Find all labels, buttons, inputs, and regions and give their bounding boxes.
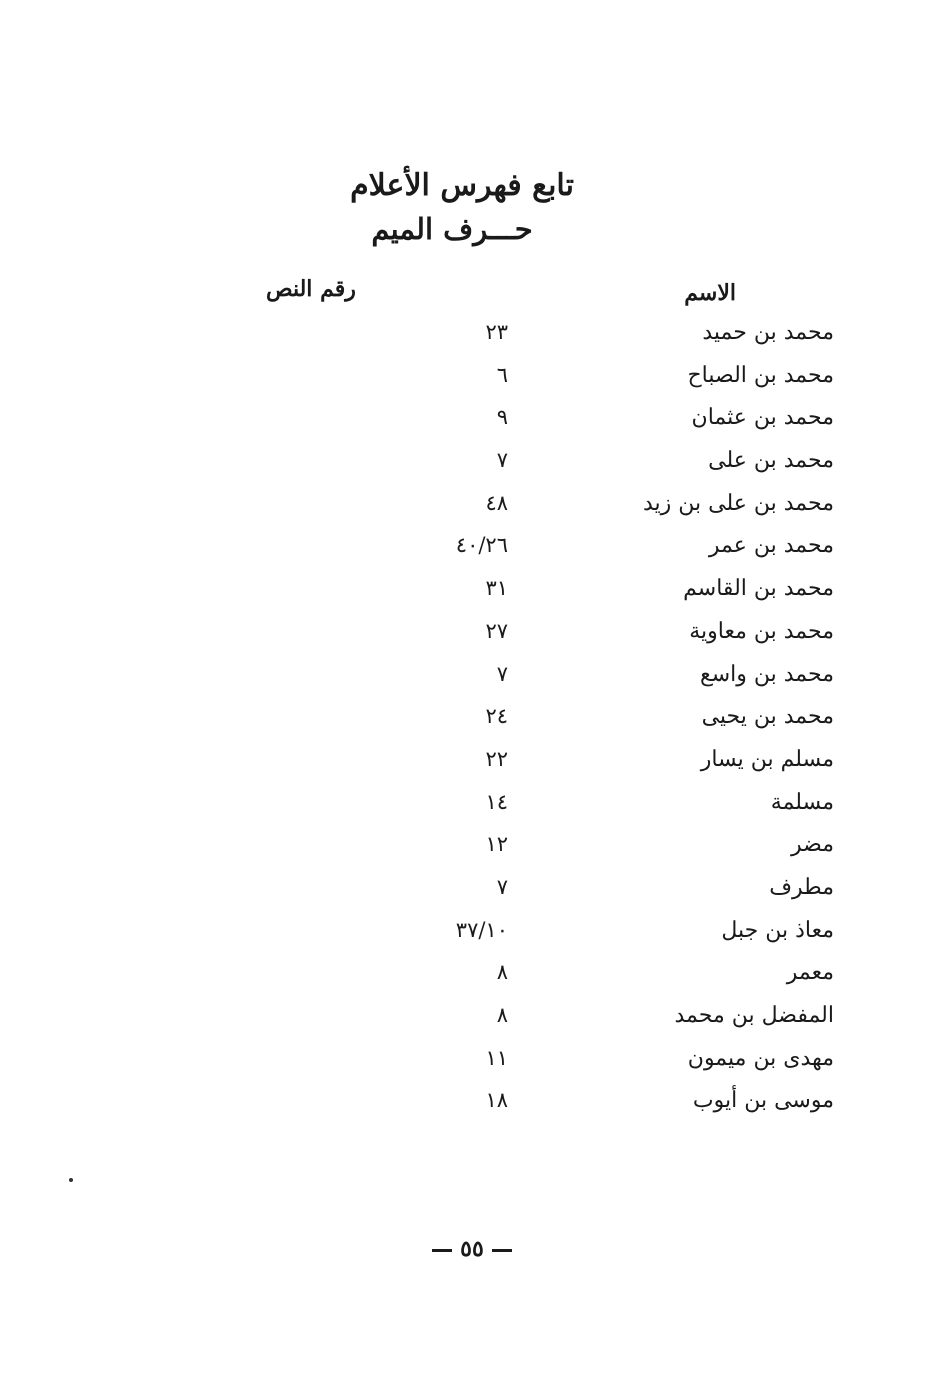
left-dash	[432, 1249, 452, 1252]
index-entry	[0, 363, 944, 406]
entry-name: مسلم بن يسار	[700, 746, 834, 772]
entry-name: محمد بن يحيى	[701, 704, 834, 730]
entry-ref: ٤٠/٢٦	[455, 533, 508, 558]
entry-ref: ٨	[496, 960, 508, 985]
index-entry	[0, 405, 944, 448]
entry-name: المفضل بن محمد	[674, 1003, 834, 1028]
index-entry	[0, 790, 944, 833]
entry-ref: ٢٢	[485, 746, 508, 771]
index-entry	[0, 875, 944, 918]
entry-name: محمد بن واسع	[700, 661, 834, 687]
name-column-header: الاسم	[684, 280, 736, 306]
index-entry	[0, 1003, 944, 1046]
entry-ref: ١٤	[485, 789, 508, 814]
index-entry	[0, 704, 944, 747]
entry-ref: ٩	[496, 405, 508, 430]
entry-name: مهدى بن ميمون	[687, 1045, 834, 1071]
page-number-text: ٥٥	[460, 1236, 484, 1262]
index-entry	[0, 832, 944, 875]
index-entry	[0, 960, 944, 1003]
entry-ref: ٢٧	[485, 618, 508, 643]
index-entry	[0, 1046, 944, 1089]
index-entry	[0, 320, 944, 363]
index-list	[0, 320, 944, 1131]
index-entry	[0, 533, 944, 576]
entry-name: محمد بن معاوية	[689, 618, 834, 644]
entry-name: مضر	[790, 832, 834, 858]
section-title: حـــرف الميم	[371, 212, 533, 246]
index-entry	[0, 918, 944, 961]
entry-ref: ١١	[485, 1045, 508, 1070]
scan-speck	[69, 1178, 73, 1182]
entry-ref: ٧	[496, 448, 508, 473]
page-number	[0, 1236, 944, 1262]
entry-ref: ١٢	[485, 832, 508, 857]
entry-name: مطرف	[769, 874, 834, 900]
entry-name: محمد بن عثمان	[691, 405, 834, 431]
entry-ref: ٤٨	[485, 490, 508, 515]
entry-name: موسى بن أيوب	[692, 1088, 834, 1114]
entry-ref: ٨	[496, 1003, 508, 1027]
index-entry	[0, 491, 944, 534]
entry-ref: ١٨	[485, 1088, 508, 1113]
entry-ref: ٣٧/١٠	[455, 917, 508, 942]
index-entry	[0, 448, 944, 491]
entry-name: محمد بن على بن زيد	[642, 490, 834, 516]
entry-name: محمد بن القاسم	[683, 576, 834, 602]
entry-name: معمر	[786, 960, 834, 986]
index-entry	[0, 662, 944, 705]
right-dash	[492, 1249, 512, 1252]
index-entry	[0, 576, 944, 619]
index-entry	[0, 747, 944, 790]
entry-name: محمد بن حميد	[702, 320, 834, 345]
entry-ref: ٧	[496, 661, 508, 686]
page-title: تابع فهرس الأعلام	[350, 168, 574, 203]
entry-ref: ٣١	[485, 576, 508, 601]
entry-ref: ٢٣	[485, 320, 508, 344]
index-entry	[0, 1088, 944, 1131]
entry-name: مسلمة	[770, 789, 834, 815]
entry-ref: ٢٤	[485, 704, 508, 729]
entry-name: محمد بن على	[708, 448, 834, 474]
ref-column-header: رقم النص	[266, 276, 356, 302]
entry-name: محمد بن الصباح	[687, 362, 834, 388]
entry-ref: ٦	[496, 362, 508, 387]
entry-name: محمد بن عمر	[708, 533, 834, 559]
entry-name: معاذ بن جبل	[721, 917, 834, 943]
index-entry	[0, 619, 944, 662]
entry-ref: ٧	[496, 874, 508, 899]
